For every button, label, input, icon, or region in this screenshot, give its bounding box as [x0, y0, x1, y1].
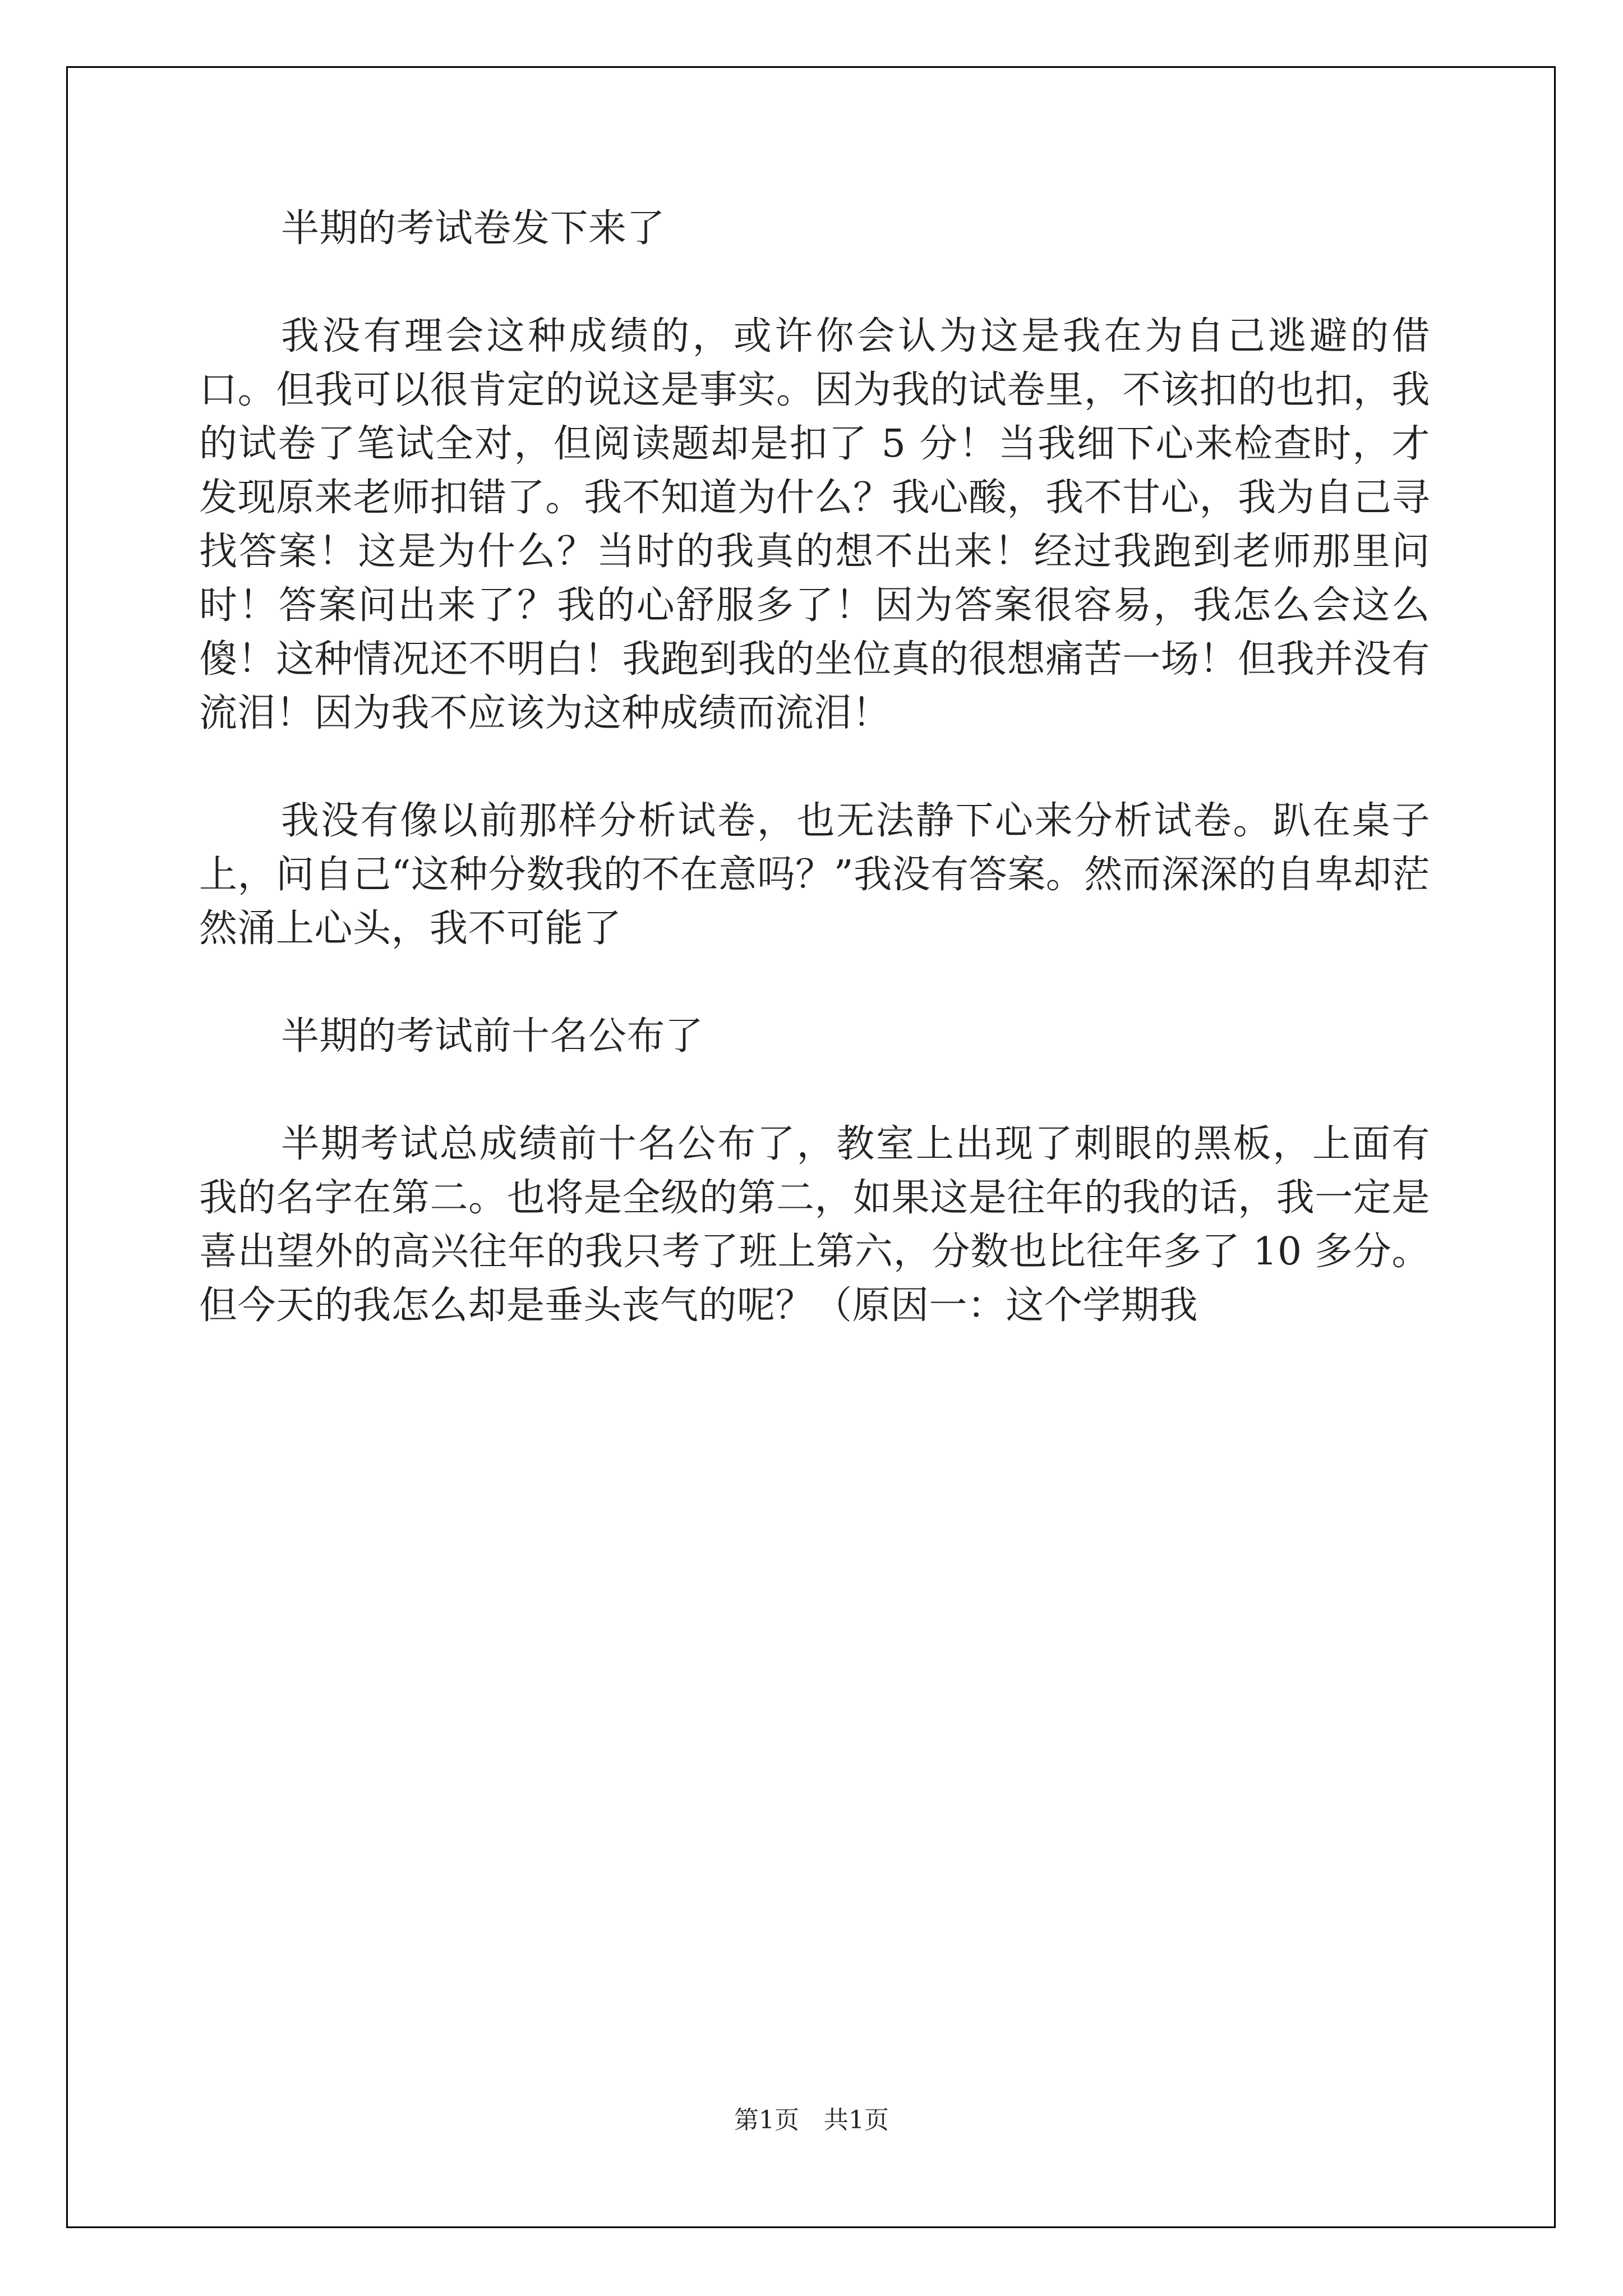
paragraph-1: 我没有理会这种成绩的，或许你会认为这是我在为自己逃避的借口。但我可以很肯定的说这是事实。因为我的试卷里，不该扣的也扣，我的试卷了笔试全对，但阅读题却是扣了 5 分！当我细下心来检查时，才发现原来老师扣错了。我不知道为什么？我心酸，我不甘心，我为自己寻找答案！这是为什么？当时的我真的想不出来！经过我跑到老师那里问时！答案问出来了？我的心舒服多了！因为答案很容易，我怎么会这么傻！这种情况还不明白！我跑到我的坐位真的很想痛苦一场！但我并没有流泪！因为我不应该为这种成绩而流泪！ [199, 314, 1430, 735]
section-heading-1: 半期的考试卷发下来了 [281, 206, 666, 251]
paragraph-2: 我没有像以前那样分析试卷，也无法静下心来分析试卷。趴在桌子上，问自己“这种分数我的不在意吗？”我没有答案。然而深深的自卑却茫然涌上心头，我不可能了 [199, 799, 1430, 951]
page-total: 共1页 [824, 2106, 889, 2134]
section-heading-2: 半期的考试前十名公布了 [281, 1014, 704, 1059]
document-body [199, 202, 1430, 1387]
page-footer [0, 2105, 1623, 2136]
page-number: 第1页 [734, 2106, 799, 2134]
paragraph-3: 半期考试总成绩前十名公布了，教室上出现了刺眼的黑板，上面有我的名字在第二。也将是全级的第二，如果这是往年的我的话，我一定是喜出望外的高兴往年的我只考了班上第六，分数也比往年多了 10 多分。但今天的我怎么却是垂头丧气的呢？（原因一：这个学期我 [199, 1122, 1430, 1328]
